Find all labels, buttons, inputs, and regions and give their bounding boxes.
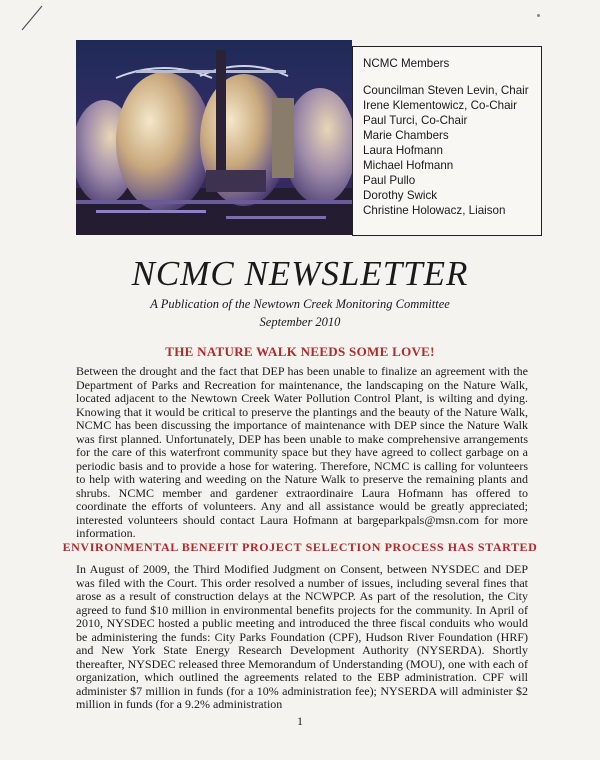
newsletter-title: NCMC NEWSLETTER xyxy=(131,254,469,293)
section-body-ebp: In August of 2009, the Third Modified Judgment on Consent, between NYSDEC and DEP was filed with the Court. This order resolved a number of issues, including several fines that arose as a result of construction delays at the NCWPCP. As part of the resolution, the City agreed to fund $10 million in environmental benefits projects for the community. In April of 2010, NYSDEC hosted a public meeting and introduced the three fiscal conduits who would be administering the funds: City Parks Foundation (CPF), Hudson River Foundation (HRF) and New York State Energy Research Development Authority (NYSERDA). Shortly thereafter, NYSDEC released three Memorandum of Understanding (MOU), one with each of organization, which outlined the agreements related to the EBP administration. CPF will administer $7 million in funds (for a 10% administration fee); NYSERDA will administer $2 million in funds (for a 9.2% administration xyxy=(76,562,528,711)
members-box xyxy=(352,46,542,236)
section-heading-nature-walk: THE NATURE WALK NEEDS SOME LOVE! xyxy=(165,344,435,359)
member-item: Marie Chambers xyxy=(363,129,449,142)
member-item: Christine Holowacz, Liaison xyxy=(363,204,506,217)
scan-mark xyxy=(20,4,50,34)
body-text: Between the drought and the fact that DEP has been unable to finalize an agreement with the Department of Parks and Recreation for maintenance, the landscaping on the Nature Walk, located adjacent to the Newtown Creek Water Pollution Control Plant, is wilting and dying. Knowing that it would be critical to preserve the plantings and the beauty of the Nature Walk, NCMC has been discussing the importance of maintenance with DEP since the Nature Walk was first planned. Unfortunately, DEP has been unable to make comprehensive arrangements for the care of this waterfront community space but they have agreed to collect garbage on a periodic basis and to provide a hose for watering. Therefore, NCMC is calling for volunteers to help with watering and weeding on the Nature Walk to preserve the remaining plants and shrubs. NCMC member and gardener extraordinaire Laura Hofmann has offered to coordinate the efforts of volunteers. Any and all assistance would be greatly appreciated; interested volunteers should contact Laura Hofmann at xyxy=(76,364,528,527)
members-list xyxy=(363,83,541,218)
member-item: Paul Turci, Co-Chair xyxy=(363,114,468,127)
speck xyxy=(537,14,540,17)
members-title: NCMC Members xyxy=(363,57,450,70)
masthead xyxy=(0,254,600,330)
page-number: 1 xyxy=(297,714,303,728)
digester-eggs-photo xyxy=(76,40,352,235)
newsletter-date: September 2010 xyxy=(259,315,341,329)
member-item: Laura Hofmann xyxy=(363,144,443,157)
contact-email-link[interactable]: bargeparkpals@msn.com xyxy=(357,512,480,527)
section-body-nature-walk xyxy=(76,365,528,541)
member-item: Irene Klementowicz, Co-Chair xyxy=(363,99,517,112)
newsletter-subtitle: A Publication of the Newtown Creek Monitoring Committee xyxy=(150,297,450,311)
member-item: Paul Pullo xyxy=(363,174,416,187)
member-item: Dorothy Swick xyxy=(363,189,438,202)
member-item: Michael Hofmann xyxy=(363,159,454,172)
body-text-tail: for more information. xyxy=(76,512,528,540)
member-item: Councilman Steven Levin, Chair xyxy=(363,84,529,97)
section-heading-ebp: ENVIRONMENTAL BENEFIT PROJECT SELECTION PROCESS HAS STARTED xyxy=(62,540,538,554)
